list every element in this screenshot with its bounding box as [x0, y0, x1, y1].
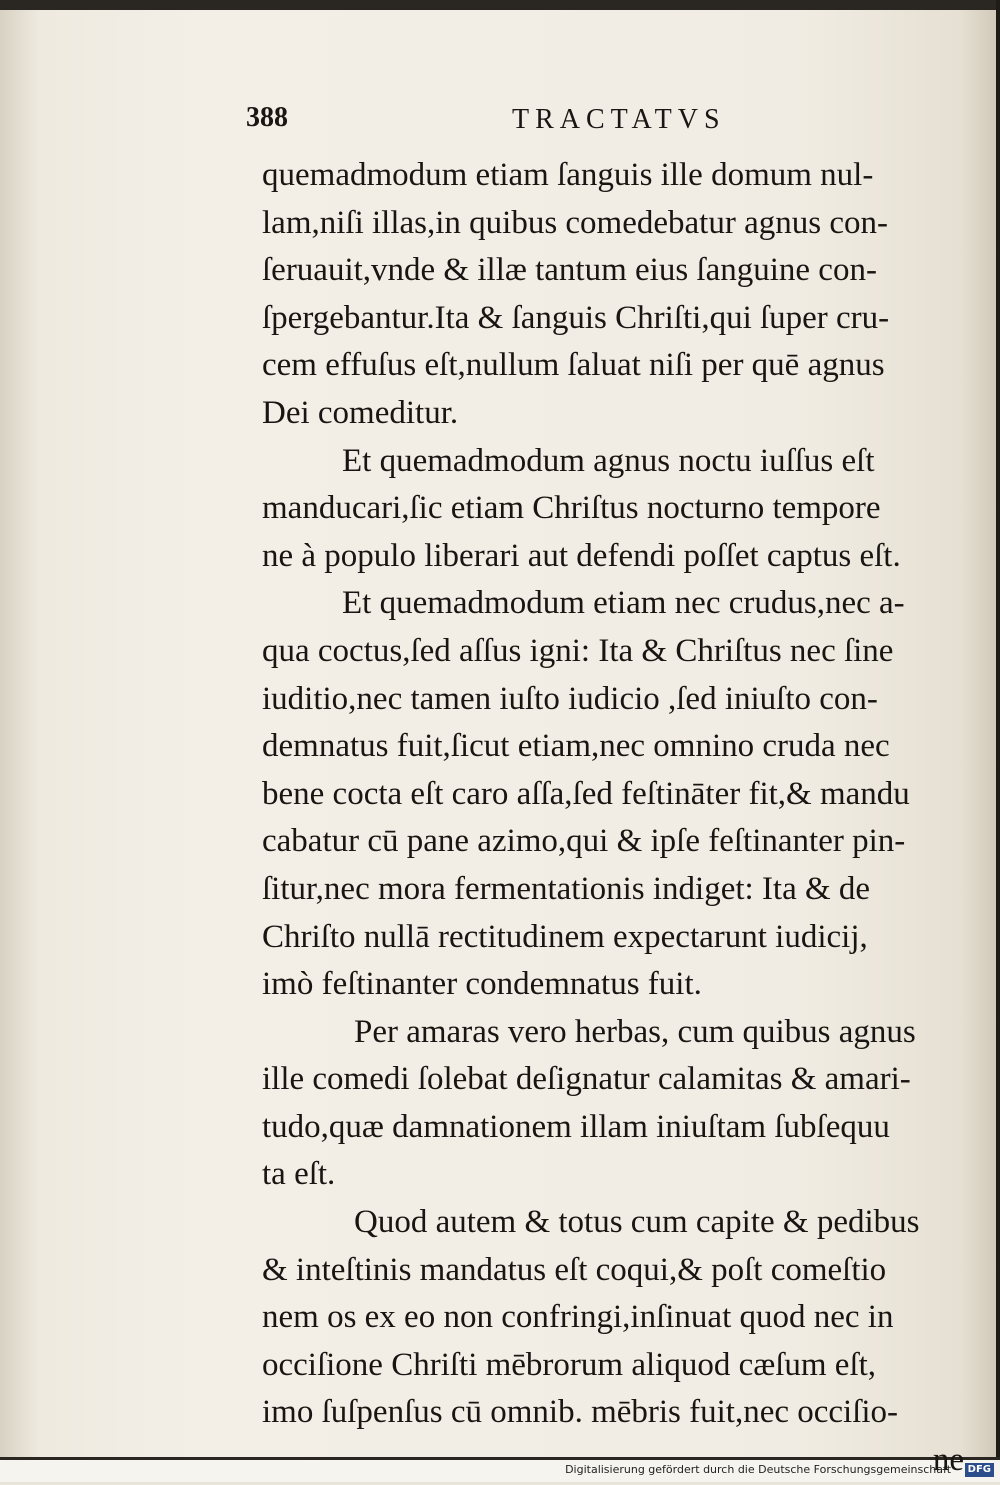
text-line: ille comedi ſolebat deſignatur calamitas & amari-: [262, 1061, 911, 1098]
text-line: Et quemadmodum agnus noctu iuſſus eſt: [342, 442, 875, 479]
text-line: ne à populo liberari aut defendi poſſet captus eſt.: [262, 537, 901, 574]
text-line: cabatur cū pane azimo,qui & ipſe feſtinanter pin-: [262, 823, 906, 860]
text-line: tudo,quæ damnationem illam iniuſtam ſubſequu: [262, 1108, 890, 1145]
text-line: ſitur,nec mora fermentationis indiget: Ita & de: [262, 870, 871, 907]
text-line: Per amaras vero herbas, cum quibus agnus: [354, 1013, 916, 1050]
text-line: & inteſtinis mandatus eſt coqui,& poſt comeſtio: [262, 1251, 887, 1288]
scan-right-border: [996, 0, 1000, 1482]
text-line: Chriſto nullā rectitudinem expectarunt iudicij,: [262, 918, 868, 955]
text-line: ta eſt.: [262, 1156, 336, 1193]
scan-top-border: [0, 0, 1000, 10]
text-line: Dei comeditur.: [262, 394, 459, 431]
text-line: lam,niſi illas,in quibus comedebatur agnus con-: [262, 204, 888, 241]
text-line: cem effuſus eſt,nullum ſaluat niſi per quē agnus: [262, 347, 885, 384]
page-number: 388: [246, 102, 288, 133]
text-line: qua coctus,ſed aſſus igni: Ita & Chriſtus nec ſine: [262, 632, 894, 669]
text-line: nem os ex eo non confringi,inſinuat quod nec in: [262, 1299, 894, 1336]
text-line: imo ſuſpenſus cū omnib. mēbris fuit,nec occiſio-: [262, 1394, 899, 1431]
text-line: ſeruauit,vnde & illæ tantum eius ſanguine con-: [262, 252, 877, 289]
text-line: imò feſtinanter condemnatus fuit.: [262, 966, 702, 1003]
text-line: iuditio,nec tamen iuſto iudicio ,ſed iniuſto con-: [262, 680, 878, 717]
text-line: quemadmodum etiam ſanguis ille domum nul-: [262, 157, 874, 193]
text-line: ſpergebantur.Ita & ſanguis Chriſti,qui ſuper cru-: [262, 299, 890, 336]
digitization-credit: Digitalisierung gefördert durch die Deutsche Forschungsgemeinschaft ·: [565, 1463, 958, 1476]
text-line: demnatus fuit,ſicut etiam,nec omnino cruda nec: [262, 728, 890, 765]
text-line: occiſione Chriſti mēbrorum aliquod cæſum eſt,: [262, 1346, 877, 1383]
body-text: [262, 152, 974, 1485]
dfg-logo: DFG: [965, 1463, 994, 1477]
running-head: TRACTATVS: [512, 104, 726, 135]
catchword: ne: [932, 1442, 964, 1479]
text-line: manducari,ſic etiam Chriſtus nocturno tempore: [262, 490, 881, 527]
text-line: bene cocta eſt caro aſſa,ſed feſtināter fit,& mandu: [262, 775, 910, 812]
text-line: Et quemadmodum etiam nec crudus,nec a-: [342, 585, 905, 622]
text-line: Quod autem & totus cum capite & pedibus: [354, 1204, 920, 1241]
